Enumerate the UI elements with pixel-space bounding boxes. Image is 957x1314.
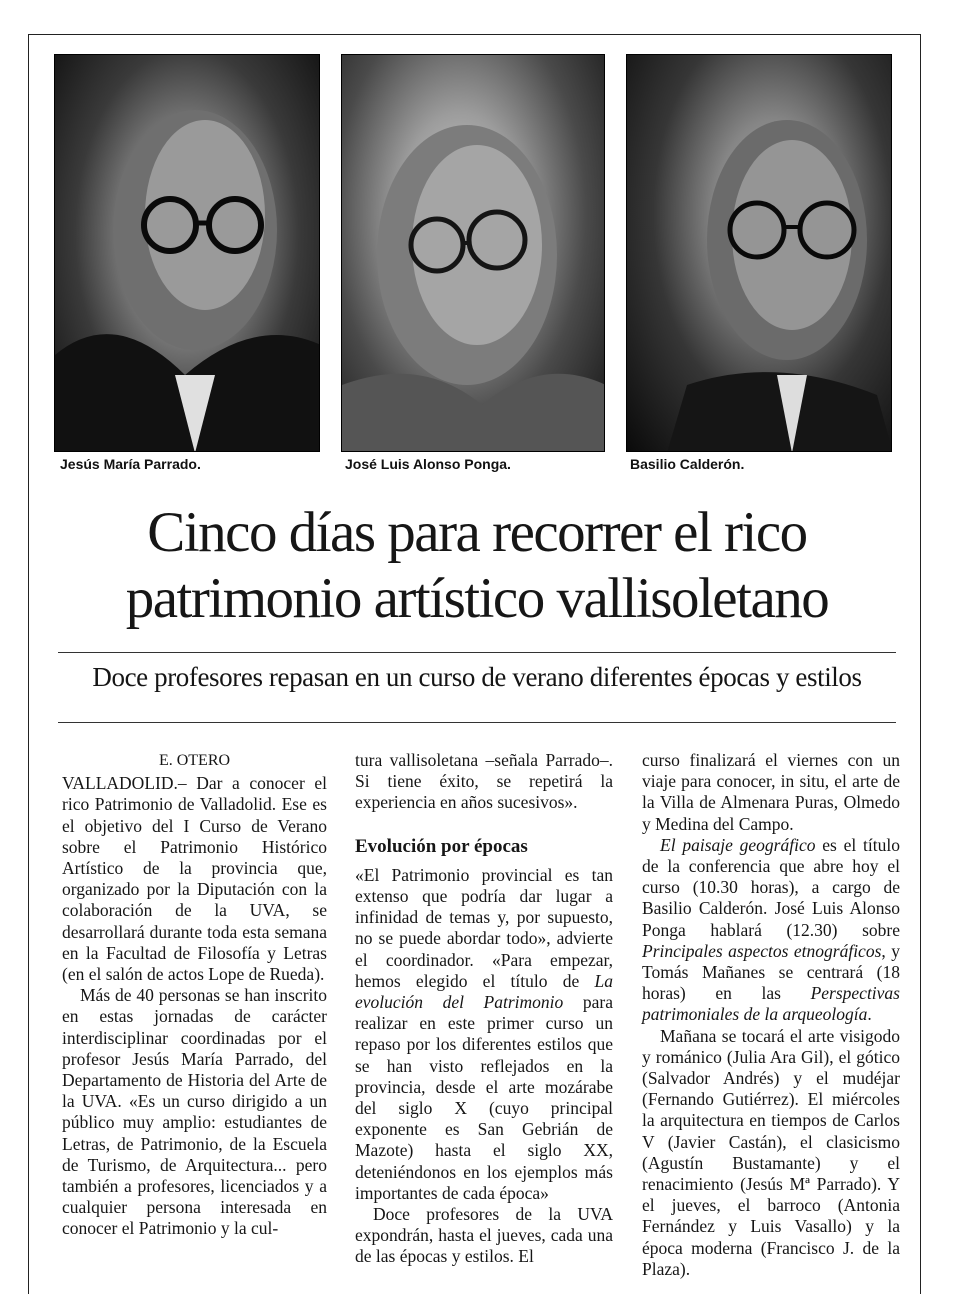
paragraph bbox=[642, 835, 900, 1026]
italic-title: El paisaje geográfico bbox=[660, 834, 816, 855]
paragraph: tura vallisoletana –señala Parrado–. Si tiene éxito, se repetirá la experiencia en años sucesivos». bbox=[355, 750, 613, 813]
photo-caption-2: José Luis Alonso Ponga. bbox=[345, 456, 511, 472]
paragraph-text: «El Patrimonio provincial es tan extenso que podría dar lugar a infinidad de temas y, por supuesto, no se puede abordar todo», advierte el coordinador. «Para empezar, hemos elegido el título de bbox=[355, 864, 613, 991]
headline-line-2: patrimonio artístico vallisoletano bbox=[125, 567, 829, 630]
photo-caption-3: Basilio Calderón. bbox=[630, 456, 745, 472]
byline: E. OTERO bbox=[158, 752, 231, 769]
italic-title: La evolución del Patrimonio bbox=[355, 970, 613, 1013]
divider bbox=[58, 722, 896, 723]
paragraph: curso finalizará el viernes con un viaje para conocer, in situ, el arte de la Villa de Almenara Puras, Olmedo y Medina del Campo. bbox=[642, 750, 900, 834]
paragraph-text: . bbox=[867, 1004, 872, 1025]
portrait-photo-parrado bbox=[54, 54, 320, 452]
headline bbox=[62, 500, 892, 632]
paragraph bbox=[355, 865, 613, 1204]
portrait-illustration bbox=[342, 55, 605, 452]
paragraph bbox=[62, 773, 327, 985]
article-column-1 bbox=[62, 750, 327, 1240]
paragraph: Doce profesores de la UVA expondrán, hasta el jueves, cada una de las épocas y estilos. El bbox=[355, 1204, 613, 1267]
paragraph: Más de 40 personas se han inscrito en estas jornadas de carácter interdisciplinar coordinadas por el profesor Jesús María Parrado, del Departamento de Historia del Arte de la UVA. «Es un curso dirigido a un público muy amplio: estudiantes de Letras, de Patrimonio, de la Escuela de Turismo, de Arquitectura... pero también a profesores, licenciados y a cualquier persona interesada en conocer el Patrimonio y la cul- bbox=[62, 985, 327, 1239]
paragraph-text: Dar a conocer el rico Patrimonio de Valladolid. Ese es el objetivo del I Curso de Verano sobre el Patrimonio Histórico Artístico de la provincia que, organizado por la Diputación con la colaboración de la UVA, se desarrollará durante toda esta semana en la Facultad de Filosofía y Letras (en el salón de actos Lope de Rueda). bbox=[62, 773, 327, 985]
subheadline: Doce profesores repasan en un curso de verano diferentes épocas y estilos bbox=[92, 662, 862, 692]
divider bbox=[58, 652, 896, 653]
italic-title: Perspectivas patrimoniales de la arqueología bbox=[642, 983, 900, 1025]
portrait-photo-calderon bbox=[626, 54, 892, 452]
headline-line-1: Cinco días para recorrer el rico bbox=[147, 501, 807, 564]
portrait-illustration bbox=[55, 55, 320, 452]
paragraph-text: es el título de la conferencia que abre hoy el curso (10.30 horas), a cargo de Basilio Calderón. José Luis Alonso Ponga hablará (12.30) sobre bbox=[642, 834, 900, 940]
paragraph: Mañana se tocará el arte visigodo y románico (Julia Ara Gil), el gótico (Salvador Andrés) y el mudéjar (Fernando Gutiérrez). El miércoles la arquitectura en tiempos de Carlos V (Javier Castán), el clasicismo (Agustín Bustamante) y el renacimiento (Jesús Mª Parrado). Y el jueves, el barroco (Antonia Fernández y Luis Vasallo) y la época moderna (Francisco J. de la Plaza). bbox=[642, 1025, 900, 1279]
portrait-illustration bbox=[627, 55, 892, 452]
photo-caption-1: Jesús María Parrado. bbox=[60, 456, 201, 472]
section-heading: Evolución por épocas bbox=[355, 835, 528, 857]
paragraph-text: , y Tomás Mañanes se centrará (18 horas) en las bbox=[642, 940, 900, 1004]
portrait-photo-alonso-ponga bbox=[341, 54, 605, 452]
article-column-2 bbox=[355, 750, 613, 1268]
article-column-3 bbox=[642, 750, 900, 1280]
dateline: VALLADOLID.– bbox=[62, 773, 187, 794]
italic-title: Principales aspectos etnográficos bbox=[642, 940, 882, 961]
paragraph-text: para realizar en este primer curso un repaso por los diferentes estilos que se han visto reflejados en la provincia, desde el arte mozárabe del siglo X (cuyo principal exponente es San Gebrián de Mazote) hasta el siglo XX, deteniéndonos en los ejemplos más importantes de cada época» bbox=[355, 992, 613, 1203]
